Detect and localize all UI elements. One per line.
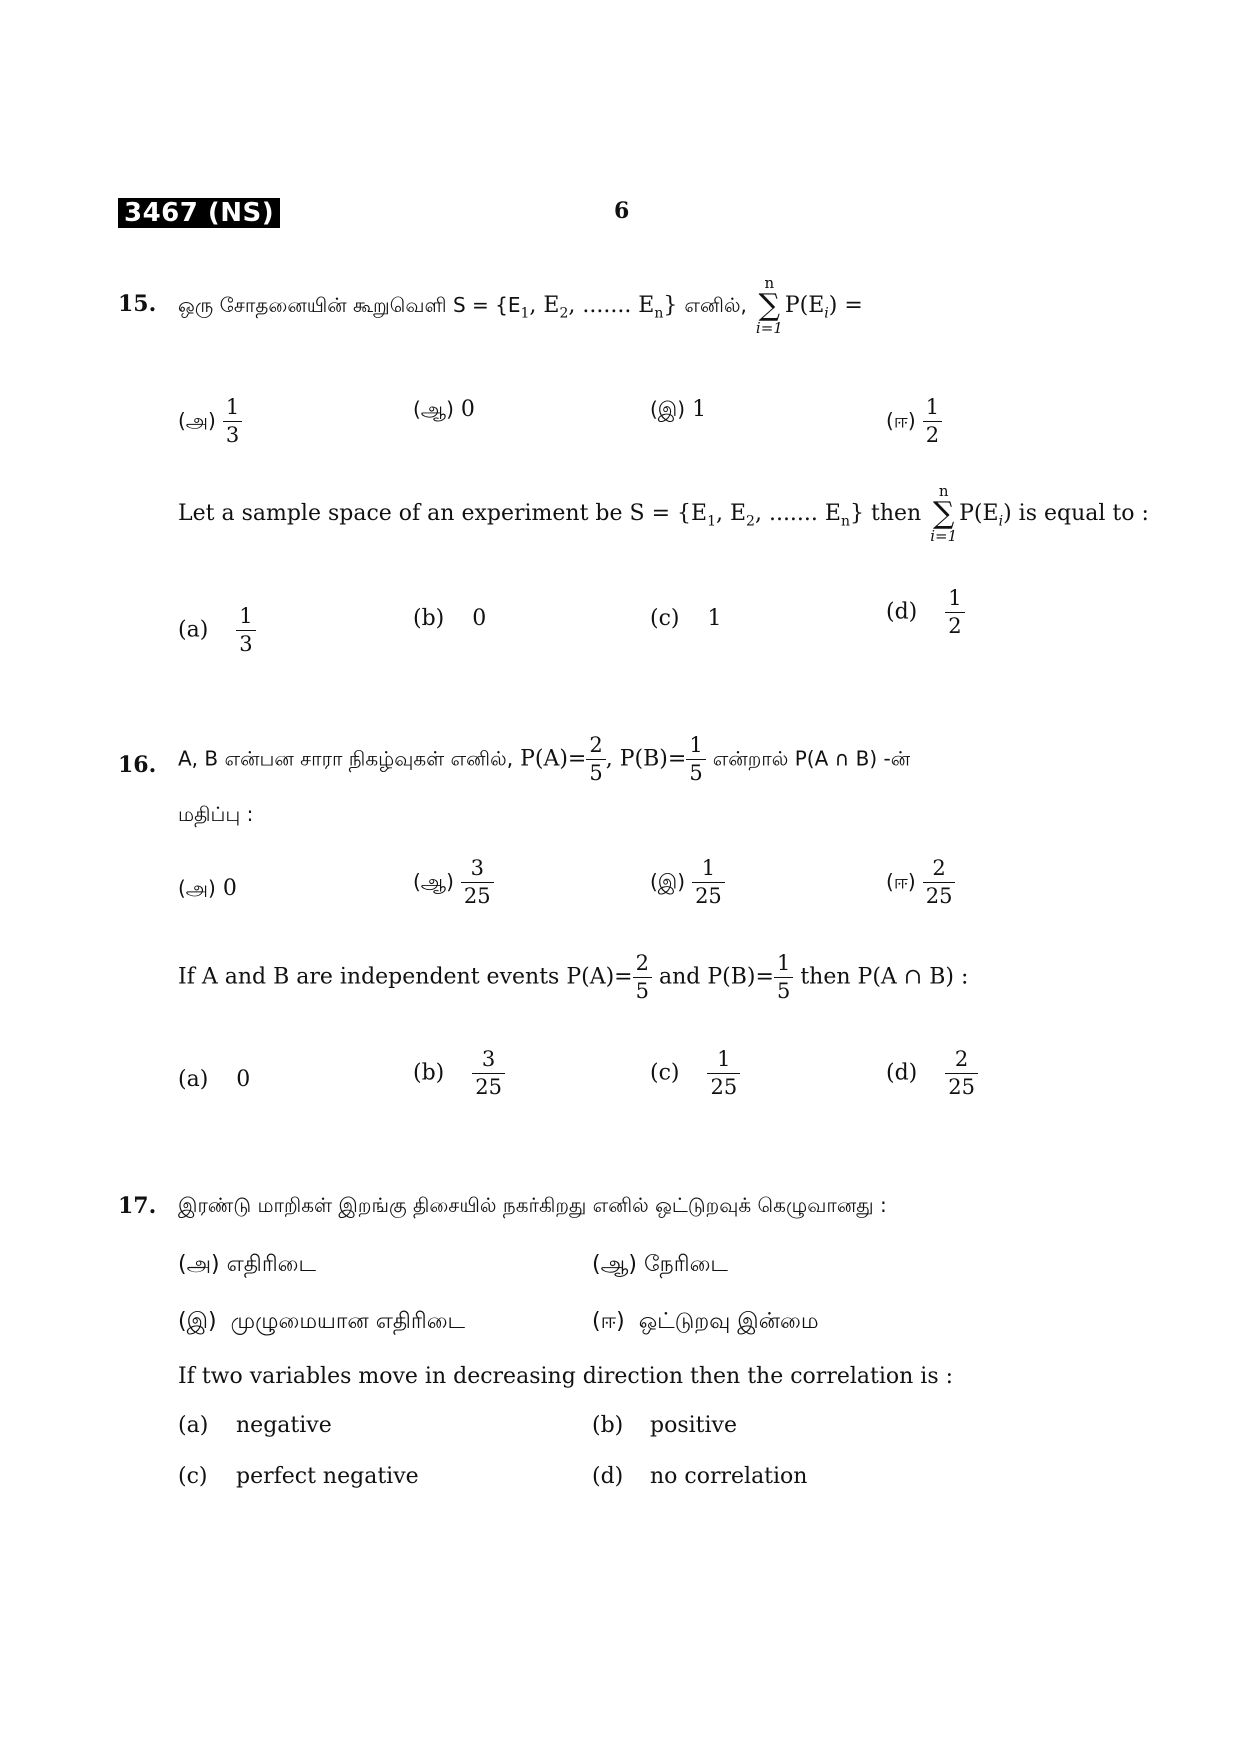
fraction: $\frac{1}{25}$ [692, 858, 725, 907]
option-label: (b) [413, 606, 445, 631]
page-number: 6 [614, 198, 630, 224]
q15-option-tamil-3[interactable] [650, 397, 706, 424]
q15-option-a[interactable] [178, 606, 256, 655]
q16-option-tamil-4[interactable] [886, 858, 955, 907]
fraction: $\frac{1}{2}$ [923, 397, 942, 446]
q17-option-tamil-2[interactable] [592, 1252, 728, 1280]
sub-2: 2 [559, 305, 569, 322]
option-label: (d) [886, 599, 918, 625]
summation-symbol [930, 484, 957, 544]
option-label: (ஆ) [592, 1252, 637, 1277]
q16-comma: , [605, 746, 613, 772]
option-text: முழுமையான எதிரிடை [230, 1309, 466, 1334]
fraction: $\frac{1}{25}$ [707, 1049, 740, 1098]
fraction: $\frac{1}{2}$ [945, 588, 964, 637]
q16-option-d[interactable] [886, 1049, 978, 1098]
question-16-number: 16. [118, 752, 157, 778]
summation-symbol [756, 276, 783, 336]
q15-sep2: , ....... E [754, 501, 841, 526]
fraction: $\frac{1}{3}$ [236, 606, 255, 655]
option-label: (a) [178, 617, 209, 643]
option-text: ஒட்டுறவு இன்மை [638, 1309, 819, 1334]
option-text: positive [650, 1413, 737, 1438]
fraction: $\frac{2}{5}$ [586, 735, 605, 784]
option-label: (a) [178, 1413, 209, 1438]
q15-tamil-suffix: எனில், [684, 293, 747, 317]
option-label: (c) [650, 1060, 680, 1086]
fraction: $\frac{2}{25}$ [923, 858, 956, 907]
q15-sep1: , E [716, 501, 747, 526]
option-label: (அ) [178, 408, 216, 433]
q17-option-b[interactable] [592, 1413, 737, 1438]
option-label: (ஈ) [886, 869, 916, 894]
q15-option-d[interactable] [886, 588, 965, 637]
option-label: (ஆ) [413, 397, 454, 421]
fraction: $\frac{1}{5}$ [686, 735, 705, 784]
option-label: (அ) [178, 1252, 220, 1277]
q17-option-a[interactable] [178, 1413, 332, 1438]
sub-1: 1 [520, 305, 530, 322]
option-label: (ஆ) [413, 869, 454, 894]
option-label: (d) [886, 1060, 918, 1086]
q15-equals: ) = [828, 293, 863, 318]
option-label: (b) [413, 1060, 445, 1086]
question-17-english-text: If two variables move in decreasing direction then the correlation is : [178, 1364, 954, 1389]
option-label: (c) [650, 606, 680, 631]
fraction: $\frac{1}{3}$ [223, 397, 242, 446]
sum-upper-limit: n [764, 274, 775, 292]
q16-pa: P(A)= [566, 964, 633, 990]
q15-english-suffix: is equal to : [1018, 501, 1149, 526]
q17-option-tamil-4[interactable] [592, 1309, 819, 1337]
fraction: $\frac{1}{5}$ [774, 953, 793, 1002]
option-label: (ஈ) [592, 1309, 625, 1334]
q16-pb: P(B)= [619, 746, 687, 772]
q15-option-tamil-2[interactable] [413, 397, 475, 424]
question-16-tamil-line2: மதிப்பு : [178, 802, 254, 826]
q15-english-then: then [871, 501, 922, 526]
option-value: 0 [222, 876, 237, 901]
fraction: $\frac{2}{5}$ [633, 953, 652, 1002]
sub-i: i [998, 513, 1004, 530]
q15-sep2: , ....... E [568, 293, 655, 318]
q15-brace: } [663, 293, 678, 318]
option-text: எதிரிடை [226, 1252, 316, 1277]
q16-pb: P(B)= [707, 964, 774, 990]
option-label: (ஈ) [886, 408, 916, 433]
q15-pe: P(E [959, 501, 999, 526]
sigma-glyph: ∑ [932, 496, 955, 531]
q15-option-tamil-4[interactable] [886, 397, 942, 446]
option-text: perfect negative [236, 1464, 419, 1489]
paper-code-badge: 3467 (NS) [118, 198, 280, 228]
question-16-tamil-text [178, 735, 910, 784]
q16-tamil-part1: A, B என்பன சாரா நிகழ்வுகள் எனில், [178, 746, 514, 771]
question-15-english-text [178, 484, 1149, 544]
q15-option-tamil-1[interactable] [178, 397, 242, 446]
q17-option-d[interactable] [592, 1464, 808, 1489]
q16-option-b[interactable] [413, 1049, 505, 1098]
q16-english-and: and [659, 964, 701, 990]
option-text: no correlation [650, 1464, 808, 1489]
q16-option-c[interactable] [650, 1049, 740, 1098]
q15-pe: P(E [784, 293, 825, 318]
option-value: 0 [236, 1067, 251, 1092]
option-value: 1 [692, 397, 707, 422]
question-17-tamil-text: இரண்டு மாறிகள் இறங்கு திசையில் நகர்கிறது எனில் ஒட்டுறவுக் கெழுவானது : [178, 1193, 887, 1217]
q15-tamil-prefix: ஒரு சோதனையின் கூறுவெளி S = {E [178, 293, 521, 317]
q16-english-part2: then P(A ∩ B) : [800, 964, 969, 990]
q16-option-a[interactable] [178, 1067, 250, 1092]
q16-option-tamil-2[interactable] [413, 858, 494, 907]
option-label: (அ) [178, 876, 216, 900]
sum-lower-limit: i=1 [930, 527, 958, 545]
q16-option-tamil-3[interactable] [650, 858, 725, 907]
q16-pa: P(A)= [520, 746, 587, 772]
sigma-glyph: ∑ [758, 288, 781, 323]
sub-n: n [654, 305, 664, 322]
option-text: negative [236, 1413, 332, 1438]
q15-sep1: , E [529, 293, 560, 318]
question-16-english-text [178, 953, 968, 1002]
option-value: 0 [472, 606, 487, 631]
sub-2: 2 [746, 513, 755, 530]
question-15-number: 15. [118, 291, 157, 317]
q16-option-tamil-1[interactable] [178, 876, 237, 903]
option-value: 0 [460, 397, 475, 422]
option-label: (c) [178, 1464, 208, 1489]
q15-pe-close: ) [1003, 501, 1012, 526]
option-label: (இ) [650, 869, 686, 894]
q17-option-tamil-3[interactable] [178, 1309, 465, 1337]
q15-brace: } [850, 501, 864, 526]
question-15-tamil-text [178, 276, 863, 336]
question-17-number: 17. [118, 1193, 157, 1219]
q16-english-part1: If A and B are independent events [178, 964, 560, 990]
q17-option-c[interactable] [178, 1464, 419, 1489]
fraction: $\frac{3}{25}$ [472, 1049, 505, 1098]
fraction: $\frac{3}{25}$ [461, 858, 494, 907]
option-label: (இ) [650, 397, 686, 421]
option-label: (a) [178, 1067, 209, 1092]
sub-n: n [840, 513, 850, 530]
fraction: $\frac{2}{25}$ [945, 1049, 978, 1098]
option-text: நேரிடை [644, 1252, 728, 1277]
sum-lower-limit: i=1 [755, 319, 783, 337]
option-value: 1 [707, 606, 722, 631]
q15-english-prefix: Let a sample space of an experiment be S = {E [178, 501, 708, 526]
sum-upper-limit: n [938, 482, 949, 500]
option-label: (d) [592, 1464, 624, 1489]
option-label: (b) [592, 1413, 624, 1438]
sub-1: 1 [707, 513, 716, 530]
q16-tamil-part2: என்றால் P(A ∩ B) -ன் [712, 746, 911, 771]
sub-i: i [824, 305, 829, 322]
q15-option-b[interactable] [413, 606, 486, 631]
q15-option-c[interactable] [650, 606, 721, 631]
q17-option-tamil-1[interactable] [178, 1252, 316, 1280]
option-label: (இ) [178, 1309, 217, 1334]
